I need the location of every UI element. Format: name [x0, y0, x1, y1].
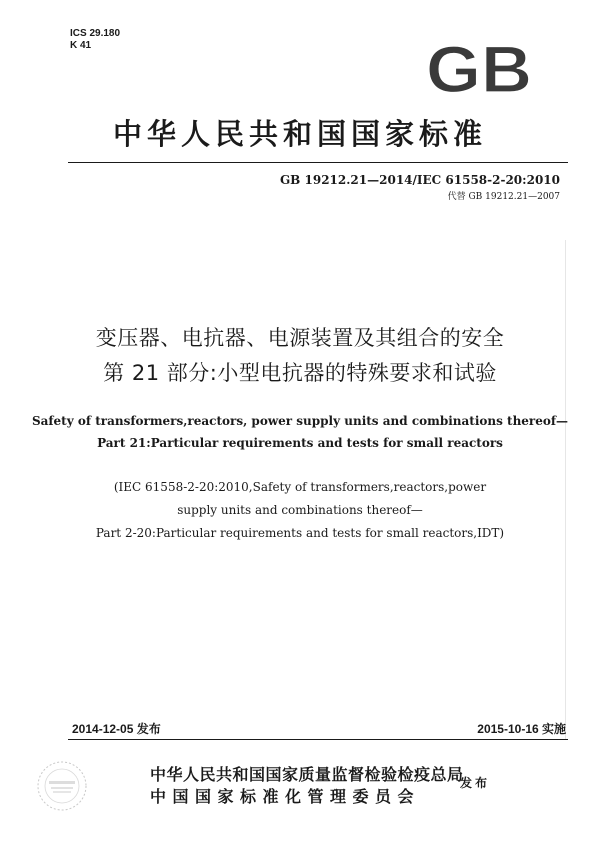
standard-number: GB 19212.21—2014/IEC 61558-2-20:2010 — [279, 173, 560, 187]
iec-ref-line-3: Part 2-20:Particular requirements and tests for small reactors,IDT) — [95, 526, 505, 540]
iec-ref-line-1: (IEC 61558-2-20:2010,Safety of transformers,reactors,power — [113, 480, 487, 494]
ics-code: ICS 29.180 — [70, 28, 121, 39]
issuer-sac: 中国国家标准化管理委员会 — [150, 787, 421, 806]
supersedes-note: 代替 GB 19212.21—2007 — [447, 192, 560, 202]
iec-ref-line-2: supply units and combinations thereof— — [177, 503, 423, 517]
en-title-line-2: Part 21:Particular requirements and tests for small reactors — [97, 436, 503, 450]
header-rule — [68, 162, 568, 163]
gb-logo — [424, 40, 534, 96]
anti-counterfeit-seal-icon — [36, 760, 88, 812]
national-standard-title: 中华人民共和国国家标准 — [112, 117, 487, 151]
gb-logo-text: GB — [426, 40, 532, 96]
cn-title-line-2: 第 21 部分:小型电抗器的特殊要求和试验 — [103, 361, 497, 385]
classification-codes — [70, 28, 120, 52]
ccs-code: K 41 — [70, 40, 92, 51]
publish-date: 2014-12-05 发布 — [72, 722, 161, 736]
cn-title-line-1: 变压器、电抗器、电源装置及其组合的安全 — [95, 326, 505, 350]
implementation-date: 2015-10-16 实施 — [477, 722, 566, 736]
footer-rule — [68, 739, 568, 740]
publish-label: 发布 — [460, 776, 491, 790]
issuer-aqsiq: 中华人民共和国国家质量监督检验检疫总局 — [150, 765, 464, 784]
en-title-line-1: Safety of transformers,reactors, power supply units and combinations thereof— — [31, 414, 569, 428]
